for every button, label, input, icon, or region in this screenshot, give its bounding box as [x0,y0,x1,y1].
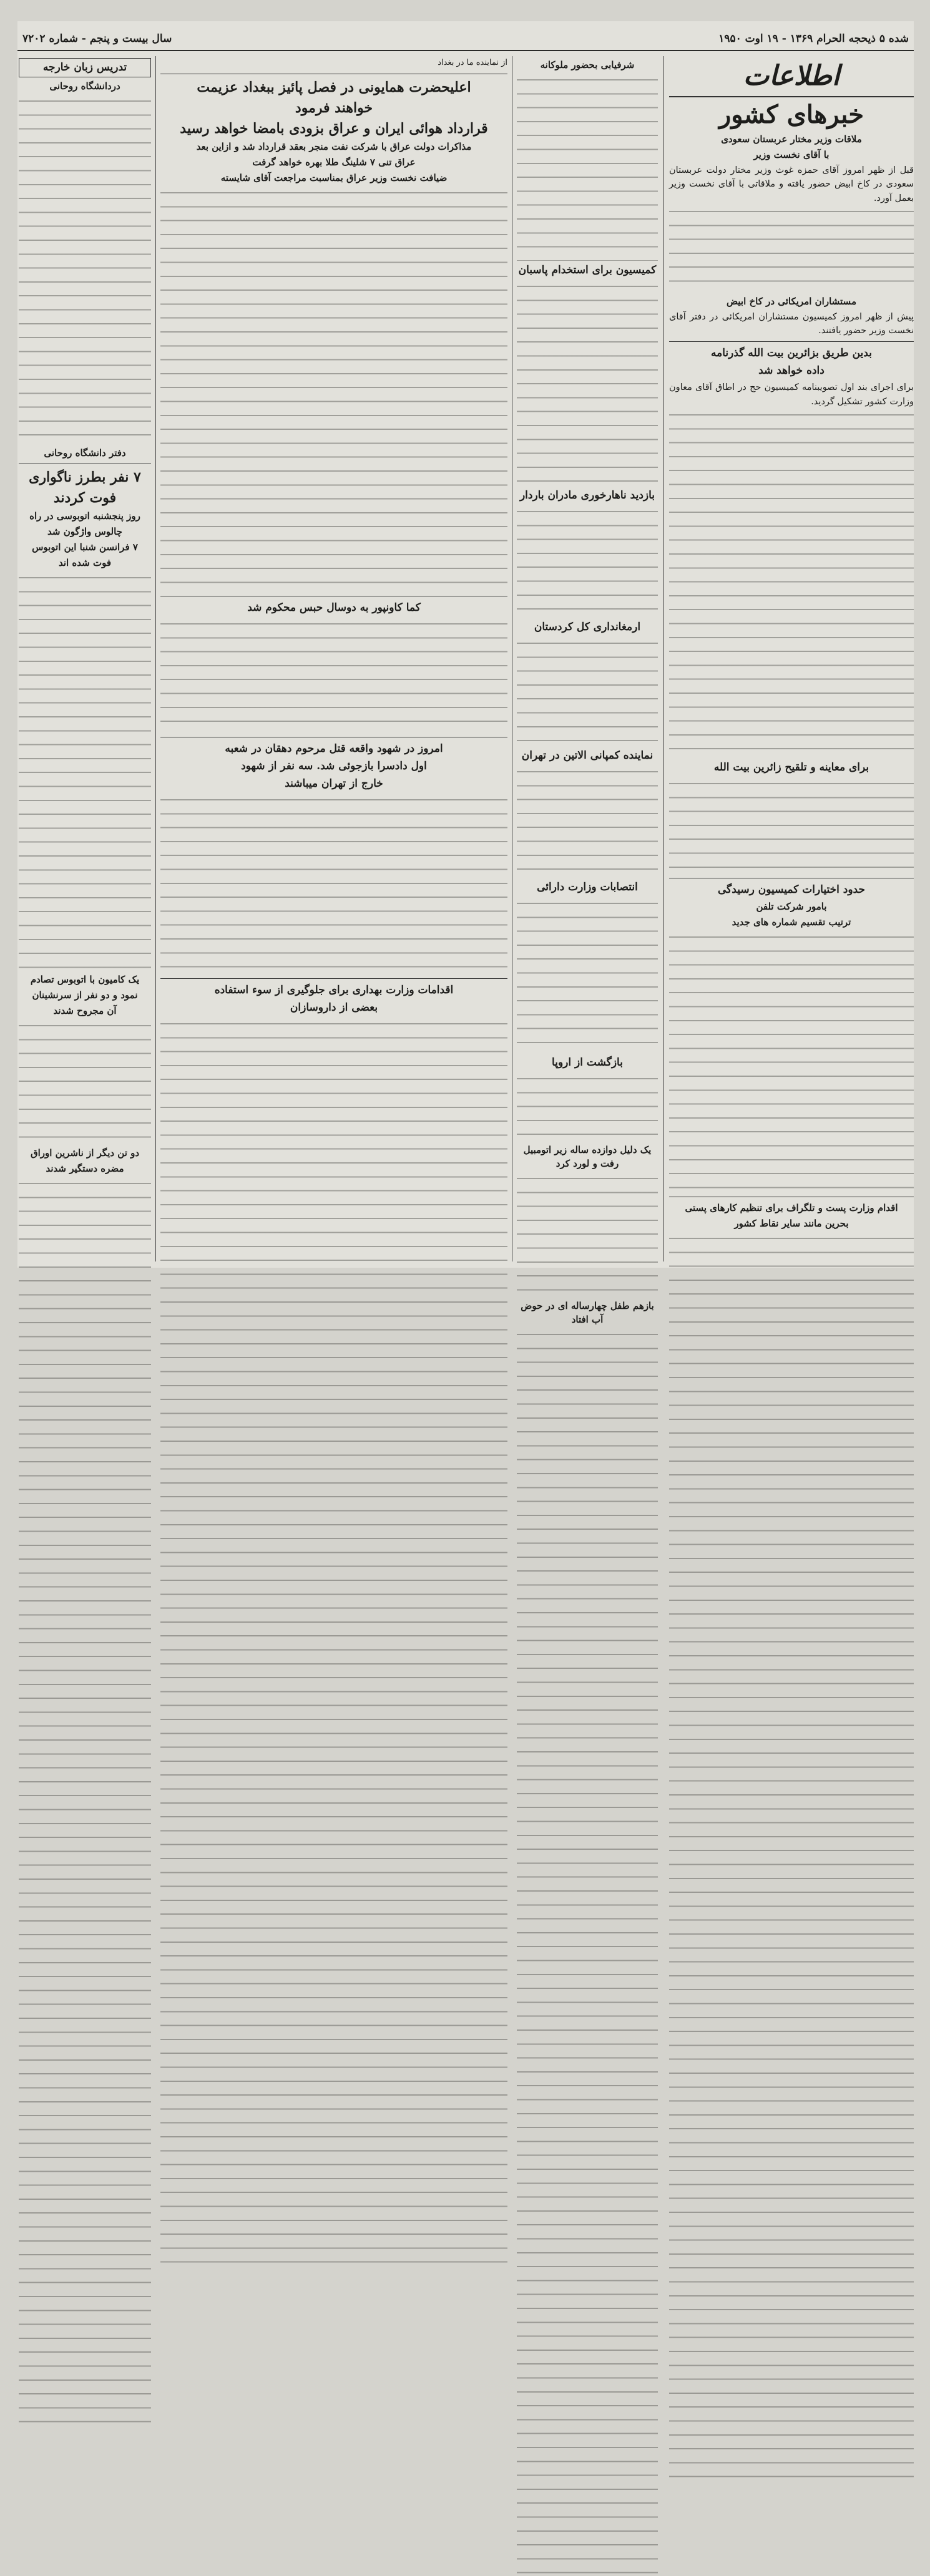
headline-pharmacists: اقدامات وزارت بهداری برای جلوگیری از سوء استفاده [214,984,454,997]
headline-bus-overturn: روز پنجشنبه اتوبوسی در راه [29,510,140,522]
headline-sentence: کما کاونپور به دوسال حبس محکوم شد [247,601,421,615]
article-body [19,95,151,444]
headline-phone-numbers: ترتیب تقسیم شماره های جدید [732,916,851,928]
headline-murder-case-3: خارج از تهران میباشند [285,777,383,790]
headline-company-rep: نماینده کمپانی الاتین در تهران [521,749,653,762]
section-title: خبرهای کشور [718,100,864,129]
article-body [160,1018,507,2265]
headline-saudi-minister-sub: با آقای نخست وزیر [753,149,830,160]
headline-foreign-language: تدریس زبان خارجه [19,58,151,77]
dateline-bar [17,27,914,51]
headline-publishers-arrested: دو تن دیگر از ناشرین اوراق [30,1147,140,1159]
headline-seven-dead-2: فوت کردند [53,490,117,506]
article-body [669,1232,914,2480]
column-rule [663,56,664,1261]
column-university-news [19,56,151,1261]
article-body [160,794,507,975]
headline-murder-case-2: اول دادسرا بازجوئی شد. سه نفر از شهود [241,760,427,773]
headline-pilgrims-passport: بدین طریق بزائرین بیت الله گذرنامه [711,347,872,360]
article-body [517,1072,658,1141]
headline-royal-audience: شرفیابی بحضور ملوکانه [540,59,635,70]
article-body [669,409,914,758]
headline-publishers-arrested-2: مضره دستگیر شدند [46,1163,124,1174]
headline-post-bahrain: اقدام وزارت پست و تلگراف برای تنظیم کارهای پستی [685,1202,898,1214]
issue-number: سال بیست و پنجم - شماره ۷۲۰۲ [22,32,172,45]
headline-police-recruitment: کمیسیون برای استخدام پاسبان [518,264,657,276]
headline-bus-passengers: ۷ فرانسن شنبا این اتوبوس [32,542,138,553]
article-body [517,897,658,1053]
headline-child-water: بازهم طفل چهارساله ای در حوض آب افتاد [521,1300,654,1325]
article-body [19,571,151,971]
headline-murder-case: امروز در شهود واقعه قتل مرحوم دهقان در شعبه [225,742,443,756]
headline-seven-dead: ۷ نفر بطرز ناگواری [29,469,141,485]
article-body [19,1177,151,2425]
article-text: قبل از ظهر امروز آقای حمزه غوث وزیر مختار دولت عربستان سعودی در کاخ ابیض حضور یافته و ملاقاتی با آقای نخست وزیر بعمل آورد. [669,165,914,203]
article-text: برای اجرای بند اول تصویبنامه کمیسیون حج در اطاق آقای معاون وزارت کشور تشکیل گردید. [669,382,914,407]
headline-american-advisors: مستشاران امریکائی در کاخ ابیض [727,295,856,307]
divider [160,978,507,979]
issue-date: شده ۵ ذیحجه الحرام ۱۳۶۹ - ۱۹ اوت ۱۹۵۰ [718,32,909,45]
correspondent-tag: از نماینده ما در بغداد [438,58,507,67]
deck-oil-royalty: عراق تنی ۷ شلینگ طلا بهره خواهد گرفت [252,157,416,168]
column-domestic-news [669,56,914,1261]
article-body [517,74,658,261]
headline-car-accident: یک دلیل دوازده ساله زیر اتومبیل رفت و لورد کرد [523,1144,652,1169]
article-body [160,187,507,592]
headline-pilgrims-passport-sub: داده خواهد شد [758,364,825,377]
university-signature: دفتر دانشگاه روحانی [44,447,126,459]
article-body [517,637,658,746]
deck-oil-talks: مذاکرات دولت عراق با شرکت نفت منجر بعقد قرارداد شد و ازاین بعد [196,141,472,153]
article-body [517,1328,658,2576]
headline-phone-commission-sub: بامور شرکت تلفن [756,901,827,913]
article-body [517,505,658,618]
headline-air-agreement: قرارداد هوائی ایران و عراق بزودی بامضا خواهد رسید [180,120,488,137]
headline-finance-appointments: انتصابات وزارت دارائی [537,881,638,893]
headline-pilgrims-vaccination: برای معاینه و تلقیح زائرین بیت الله [713,761,869,774]
newspaper-page [17,21,914,1325]
column-baghdad-news [160,56,507,1261]
article-body [669,205,914,293]
article-body [517,280,658,486]
headline-kurdistan: ارمغانداری کل کردستان [534,621,641,633]
headline-truck-collision-3: آن مجروح شدند [53,1005,117,1016]
headline-truck-collision-2: نمود و دو نفر از سرنشینان [32,989,138,1001]
headline-truck-collision: یک کامیون با اتوبوس تصادم [30,974,140,985]
column-rule [155,56,156,1261]
headline-pharmacists-2: بعضی از داروسازان [290,1001,378,1014]
masthead: اطلاعات [669,56,914,97]
headline-post-bahrain-sub: بحرین مانند سایر نقاط کشور [734,1218,849,1230]
article-text: پیش از ظهر امروز کمیسیون مستشاران امریکائی در دفتر آقای نخست وزیر حضور یافتند. [669,311,914,336]
headline-royal-visit: اعلیحضرت همایونی در فصل پائیز ببغداد عزیمت [197,79,471,96]
article-body [669,777,914,874]
headline-saudi-minister: ملاقات وزیر مختار عربستان سعودی [721,134,862,145]
column-court-news [517,56,658,1325]
article-body [19,1019,151,1144]
article-body [669,931,914,1193]
article-body [517,1172,658,1297]
headline-return-europe: بازگشت از اروپا [552,1056,623,1069]
headline-maternity-visit: بازدید ناهارخوری مادران باردار [519,489,655,502]
headline-royal-visit-2: خواهند فرمود [295,100,373,117]
headline-bus-passengers-2: فوت شده اند [58,557,111,568]
deck-banquet: ضیافت نخست وزیر عراق بمناسبت مراجعت آقای شایسته [220,172,448,184]
divider [669,341,914,342]
article-body [160,618,507,733]
headline-university: دردانشگاه روحانی [49,80,120,92]
headline-phone-commission: حدود اختیارات کمیسیون رسیدگی [718,883,865,897]
article-body [517,766,658,878]
headline-bus-overturn-2: چالوس واژگون شد [47,526,122,537]
